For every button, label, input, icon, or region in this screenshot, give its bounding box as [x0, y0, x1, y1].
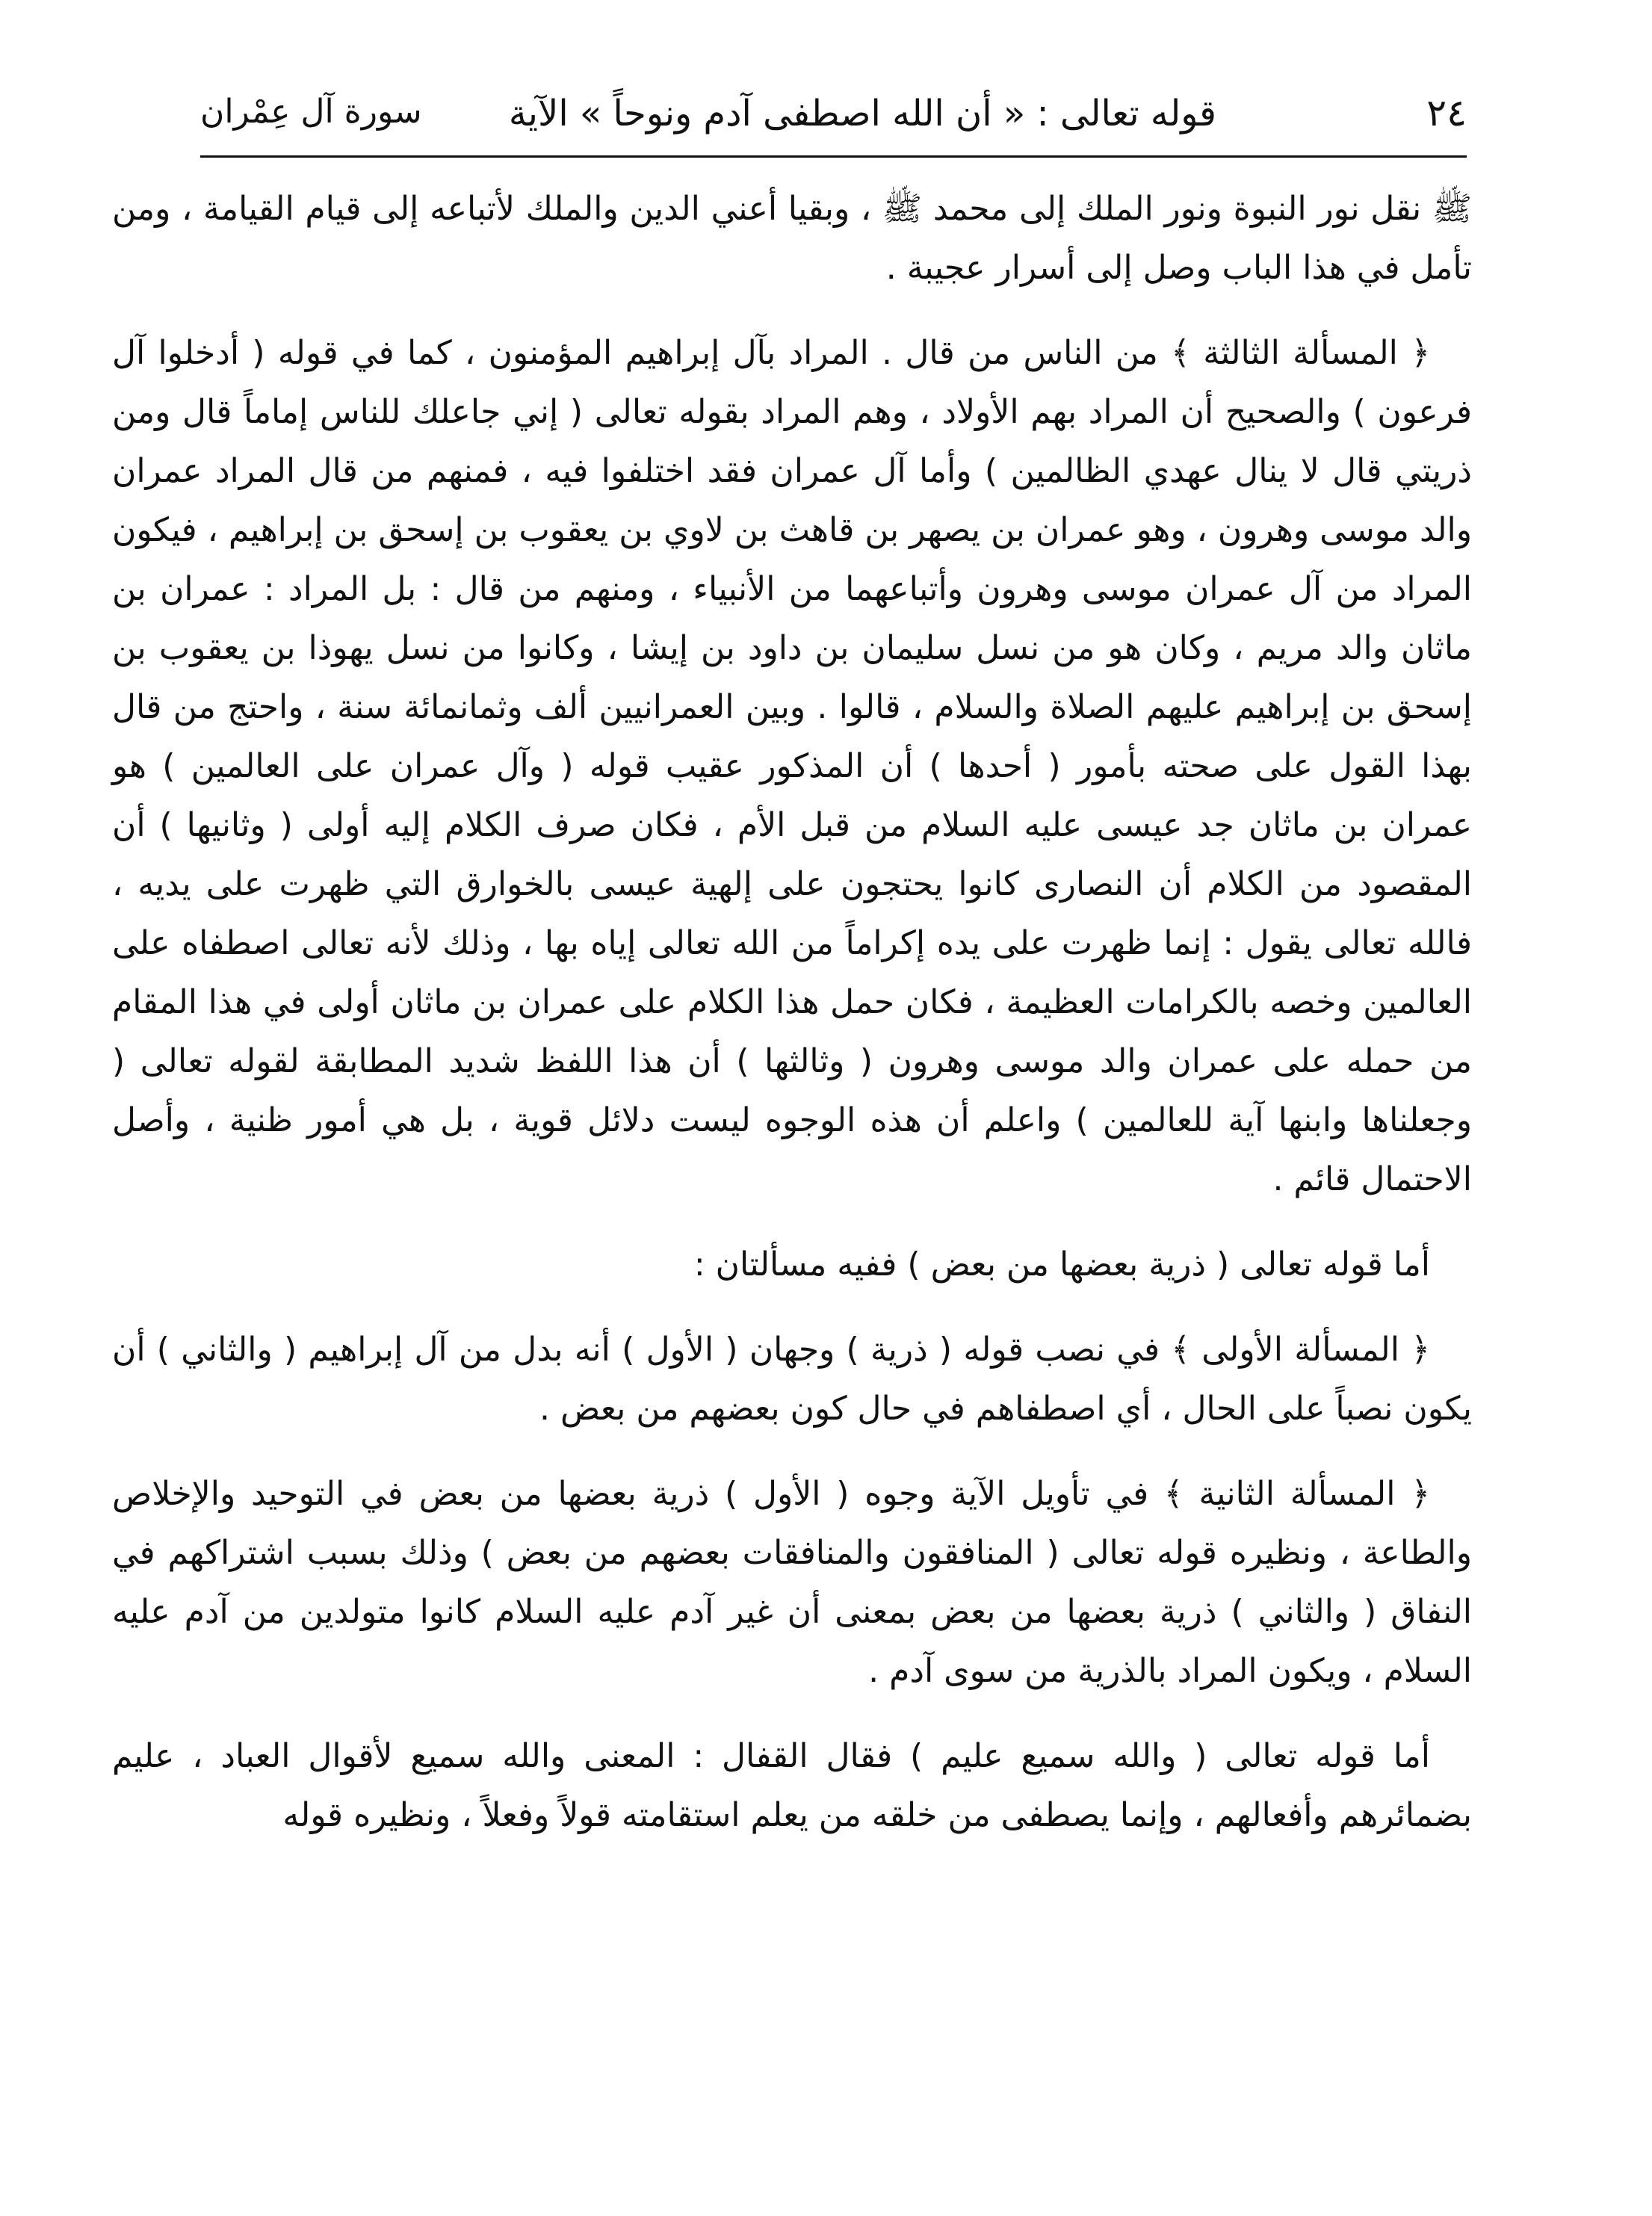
header-divider: [200, 155, 1467, 158]
paragraph-continuation: ﷺ نقل نور النبوة ونور الملك إلى محمد ﷺ ، وبقيا أعني الدين والملك لأتباعه إلى قيام القيامة ، ومن تأمل في هذا الباب وصل إلى أسرار عجيبة .: [112, 190, 1472, 287]
paragraph-hearing-knowing: أما قوله تعالى ( والله سميع عليم ) فقال القفال : المعنى والله سميع لأقوال العباد ، عليم بضمائرهم وأفعالهم ، وإنما يصطفى من خلقه من يعلم استقامته قولاً وفعلاً ، ونظيره قوله: [112, 1737, 1472, 1834]
paragraph-second-issue: ﴿ المسألة الثانية ﴾ في تأويل الآية وجوه ( الأول ) ذرية بعضها من بعض في التوحيد والإخلاص والطاعة ، ونظيره قوله تعالى ( المنافقون والمنافقات بعضهم من بعض ) وذلك بسبب اشتراكهم في النفاق ( والثاني ) ذرية بعضها من بعض بمعنى أن غير آدم عليه السلام كانوا متولدين من آدم عليه السلام ، ويكون المراد بالذرية من سوى آدم .: [112, 1475, 1472, 1690]
verse-heading: قوله تعالى : « أن الله اصطفى آدم ونوحاً » الآية: [508, 93, 1216, 134]
paragraph-third-issue: ﴿ المسألة الثالثة ﴾ من الناس من قال . المراد بآل إبراهيم المؤمنون ، كما في قوله ( أدخلوا آل فرعون ) والصحيح أن المراد بهم الأولاد ، وهم المراد بقوله تعالى ( إني جاعلك للناس إماماً قال ومن ذريتي قال لا ينال عهدي الظالمين ) وأما آل عمران فقد اختلفوا فيه ، فمنهم من قال المراد عمران والد موسى وهرون ، وهو عمران بن يصهر بن قاهث بن لاوي بن يعقوب بن إسحق بن إبراهيم ، فيكون المراد من آل عمران موسى وهرون وأتباعهما من الأنبياء ، ومنهم من قال : بل المراد : عمران بن ماثان والد مريم ، وكان هو من نسل سليمان بن داود بن إيشا ، وكانوا من نسل يهوذا بن يعقوب بن إسحق بن إبراهيم عليهم الصلاة والسلام ، قالوا . وبين العمرانيين ألف وثمانمائة سنة ، واحتج من قال بهذا القول على صحته بأمور ( أحدها ) أن المذكور عقيب قوله ( وآل عمران على العالمين ) هو عمران بن ماثان جد عيسى عليه السلام من قبل الأم ، فكان صرف الكلام إليه أولى ( وثانيها ) أن المقصود من الكلام أن النصارى كانوا يحتجون على إلهية عيسى بالخوارق التي ظهرت على يديه ، فالله تعالى يقول : إنما ظهرت على يده إكراماً من الله تعالى إياه بها ، وذلك لأنه تعالى اصطفاه على العالمين وخصه بالكرامات العظيمة ، فكان حمل هذا الكلام على عمران بن ماثان أولى في هذا المقام من حمله على عمران والد موسى وهرون ( وثالثها ) أن هذا اللفظ شديد المطابقة لقوله تعالى ( وجعلناها وابنها آية للعالمين ) واعلم أن هذه الوجوه ليست دلائل قوية ، بل هي أمور ظنية ، وأصل الاحتمال قائم .: [112, 334, 1472, 1198]
surah-name: سورة آل عِمْران: [200, 93, 422, 131]
page-number: ٢٤: [1426, 91, 1467, 134]
page-header: [200, 88, 1467, 157]
page-body: [112, 179, 1472, 1845]
paragraph-first-issue: ﴿ المسألة الأولى ﴾ في نصب قوله ( ذرية ) وجهان ( الأول ) أنه بدل من آل إبراهيم ( والثاني ) أن يكون نصباً على الحال ، أي اصطفاهم في حال كون بعضهم من بعض .: [112, 1331, 1472, 1428]
paragraph-two-issues-intro: أما قوله تعالى ( ذرية بعضها من بعض ) ففيه مسألتان :: [693, 1245, 1430, 1284]
